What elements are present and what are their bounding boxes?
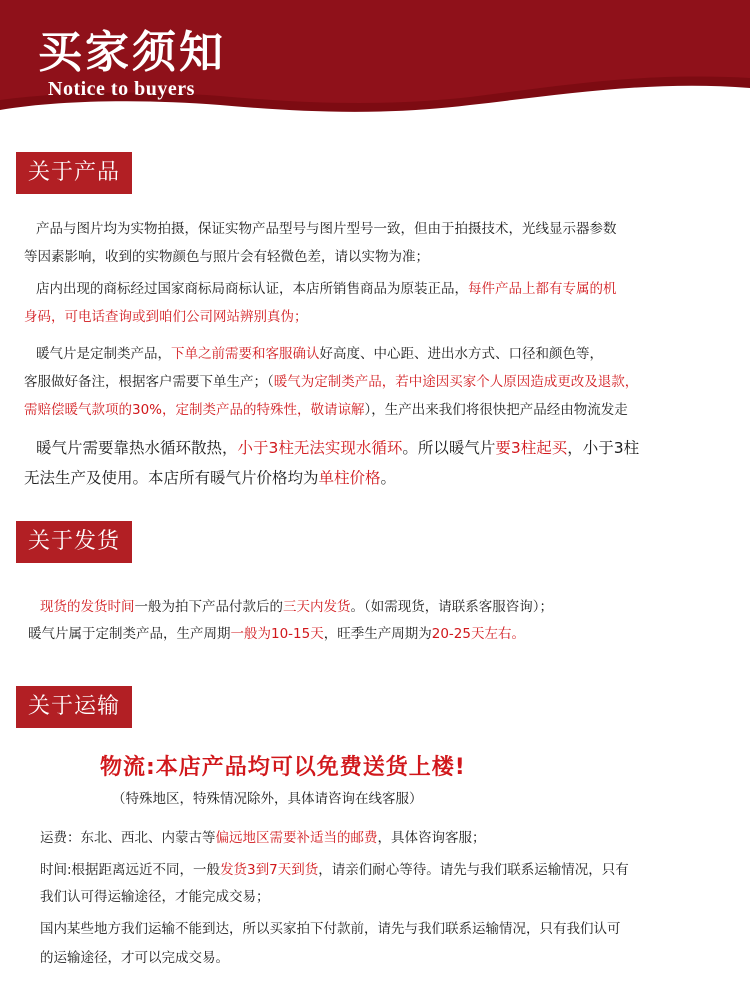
transport-limit-line-1: 国内某些地方我们运输不能到达，所以买家拍下付款前，请先与我们联系运输情况，只有我们认可 [40, 921, 621, 937]
serial-code-highlight: 每件产品上都有专属的机 [468, 281, 617, 297]
remote-area-fee: 偏远地区需要补适当的邮费 [215, 830, 378, 846]
product-para-3-line-2: 客服做好备注，根据客户需要下单生产；（暖气为定制类产品，若中途因买家个人原因造成更改及退款， [24, 374, 639, 390]
transport-time-line-1: 时间:根据距离远近不同，一般发货3到7天到货，请亲们耐心等待。请先与我们联系运输情况，只有 [40, 862, 629, 878]
page-title: 买家须知 [38, 27, 226, 78]
confirm-with-service-highlight: 下单之前需要和客服确认 [171, 346, 320, 362]
product-para-2-line-1: 店内出现的商标经过国家商标局商标认证，本店所销售商品为原装正品，每件产品上都有专属的机 [36, 281, 617, 297]
transport-time-line-2: 我们认可得运输途径，才能完成交易； [40, 889, 270, 905]
ship-within-three-days: 三天内发货 [283, 599, 351, 615]
product-para-4-line-1: 暖气片需要靠热水循环散热，小于3柱无法实现水循环。所以暖气片要3柱起买，小于3柱 [36, 439, 640, 457]
product-para-2-line-2: 身码，可电话查询或到咱们公司网站辨别真伪； [24, 309, 308, 325]
product-para-3-line-1: 暖气片是定制类产品，下单之前需要和客服确认好高度、中心距、进出水方式、口径和颜色等， [36, 346, 603, 362]
section-tag-shipping: 关于发货 [16, 521, 132, 563]
product-para-1-line-2: 等因素影响，收到的实物颜色与照片会有轻微色差，请以实物为准； [24, 249, 429, 265]
custom-product-warning: 暖气为定制类产品，若中途因买家个人原因造成更改及退款， [273, 374, 639, 390]
free-delivery-note: （特殊地区，特殊情况除外，具体请咨询在线客服） [112, 791, 423, 807]
minimum-order-highlight: 要3柱起买 [495, 439, 568, 457]
shipping-line-2: 暖气片属于定制类产品，生产周期一般为10-15天，旺季生产周期为20-25天左右。 [28, 626, 525, 642]
section-tag-product: 关于产品 [16, 152, 132, 194]
delivery-time-highlight: 发货3到7天到货 [220, 862, 319, 878]
compensation-warning: 需赔偿暖气款项的30%，定制类产品的特殊性，敬请谅解 [24, 402, 365, 418]
product-para-3-line-3: 需赔偿暖气款项的30%，定制类产品的特殊性，敬请谅解），生产出来我们将很快把产品经由物流发走 [24, 402, 628, 418]
peak-season-cycle: 20-25天左右。 [431, 626, 525, 642]
product-para-1-line-1: 产品与图片均为实物拍摄，保证实物产品型号与图片型号一致，但由于拍摄技术，光线显示器参数 [36, 221, 617, 237]
page-subtitle: Notice to buyers [48, 78, 195, 100]
production-cycle: 一般为10-15天 [230, 626, 324, 642]
section-tag-transport: 关于运输 [16, 686, 132, 728]
free-delivery-headline: 物流:本店产品均可以免费送货上楼! [100, 755, 466, 780]
water-circulation-highlight: 小于3柱无法实现水循环 [237, 439, 403, 457]
single-column-price-highlight: 单柱价格 [318, 469, 381, 487]
product-para-4-line-2: 无法生产及使用。本店所有暖气片价格均为单柱价格。 [24, 469, 397, 487]
transport-fee-line: 运费：东北、西北、内蒙古等偏远地区需要补适当的邮费，具体咨询客服； [40, 830, 486, 846]
shipping-line-1: 现货的发货时间一般为拍下产品付款后的三天内发货。（如需现货，请联系客服咨询）； [40, 599, 553, 615]
transport-limit-line-2: 的运输途径，才可以完成交易。 [40, 950, 229, 966]
header-banner [0, 0, 750, 140]
